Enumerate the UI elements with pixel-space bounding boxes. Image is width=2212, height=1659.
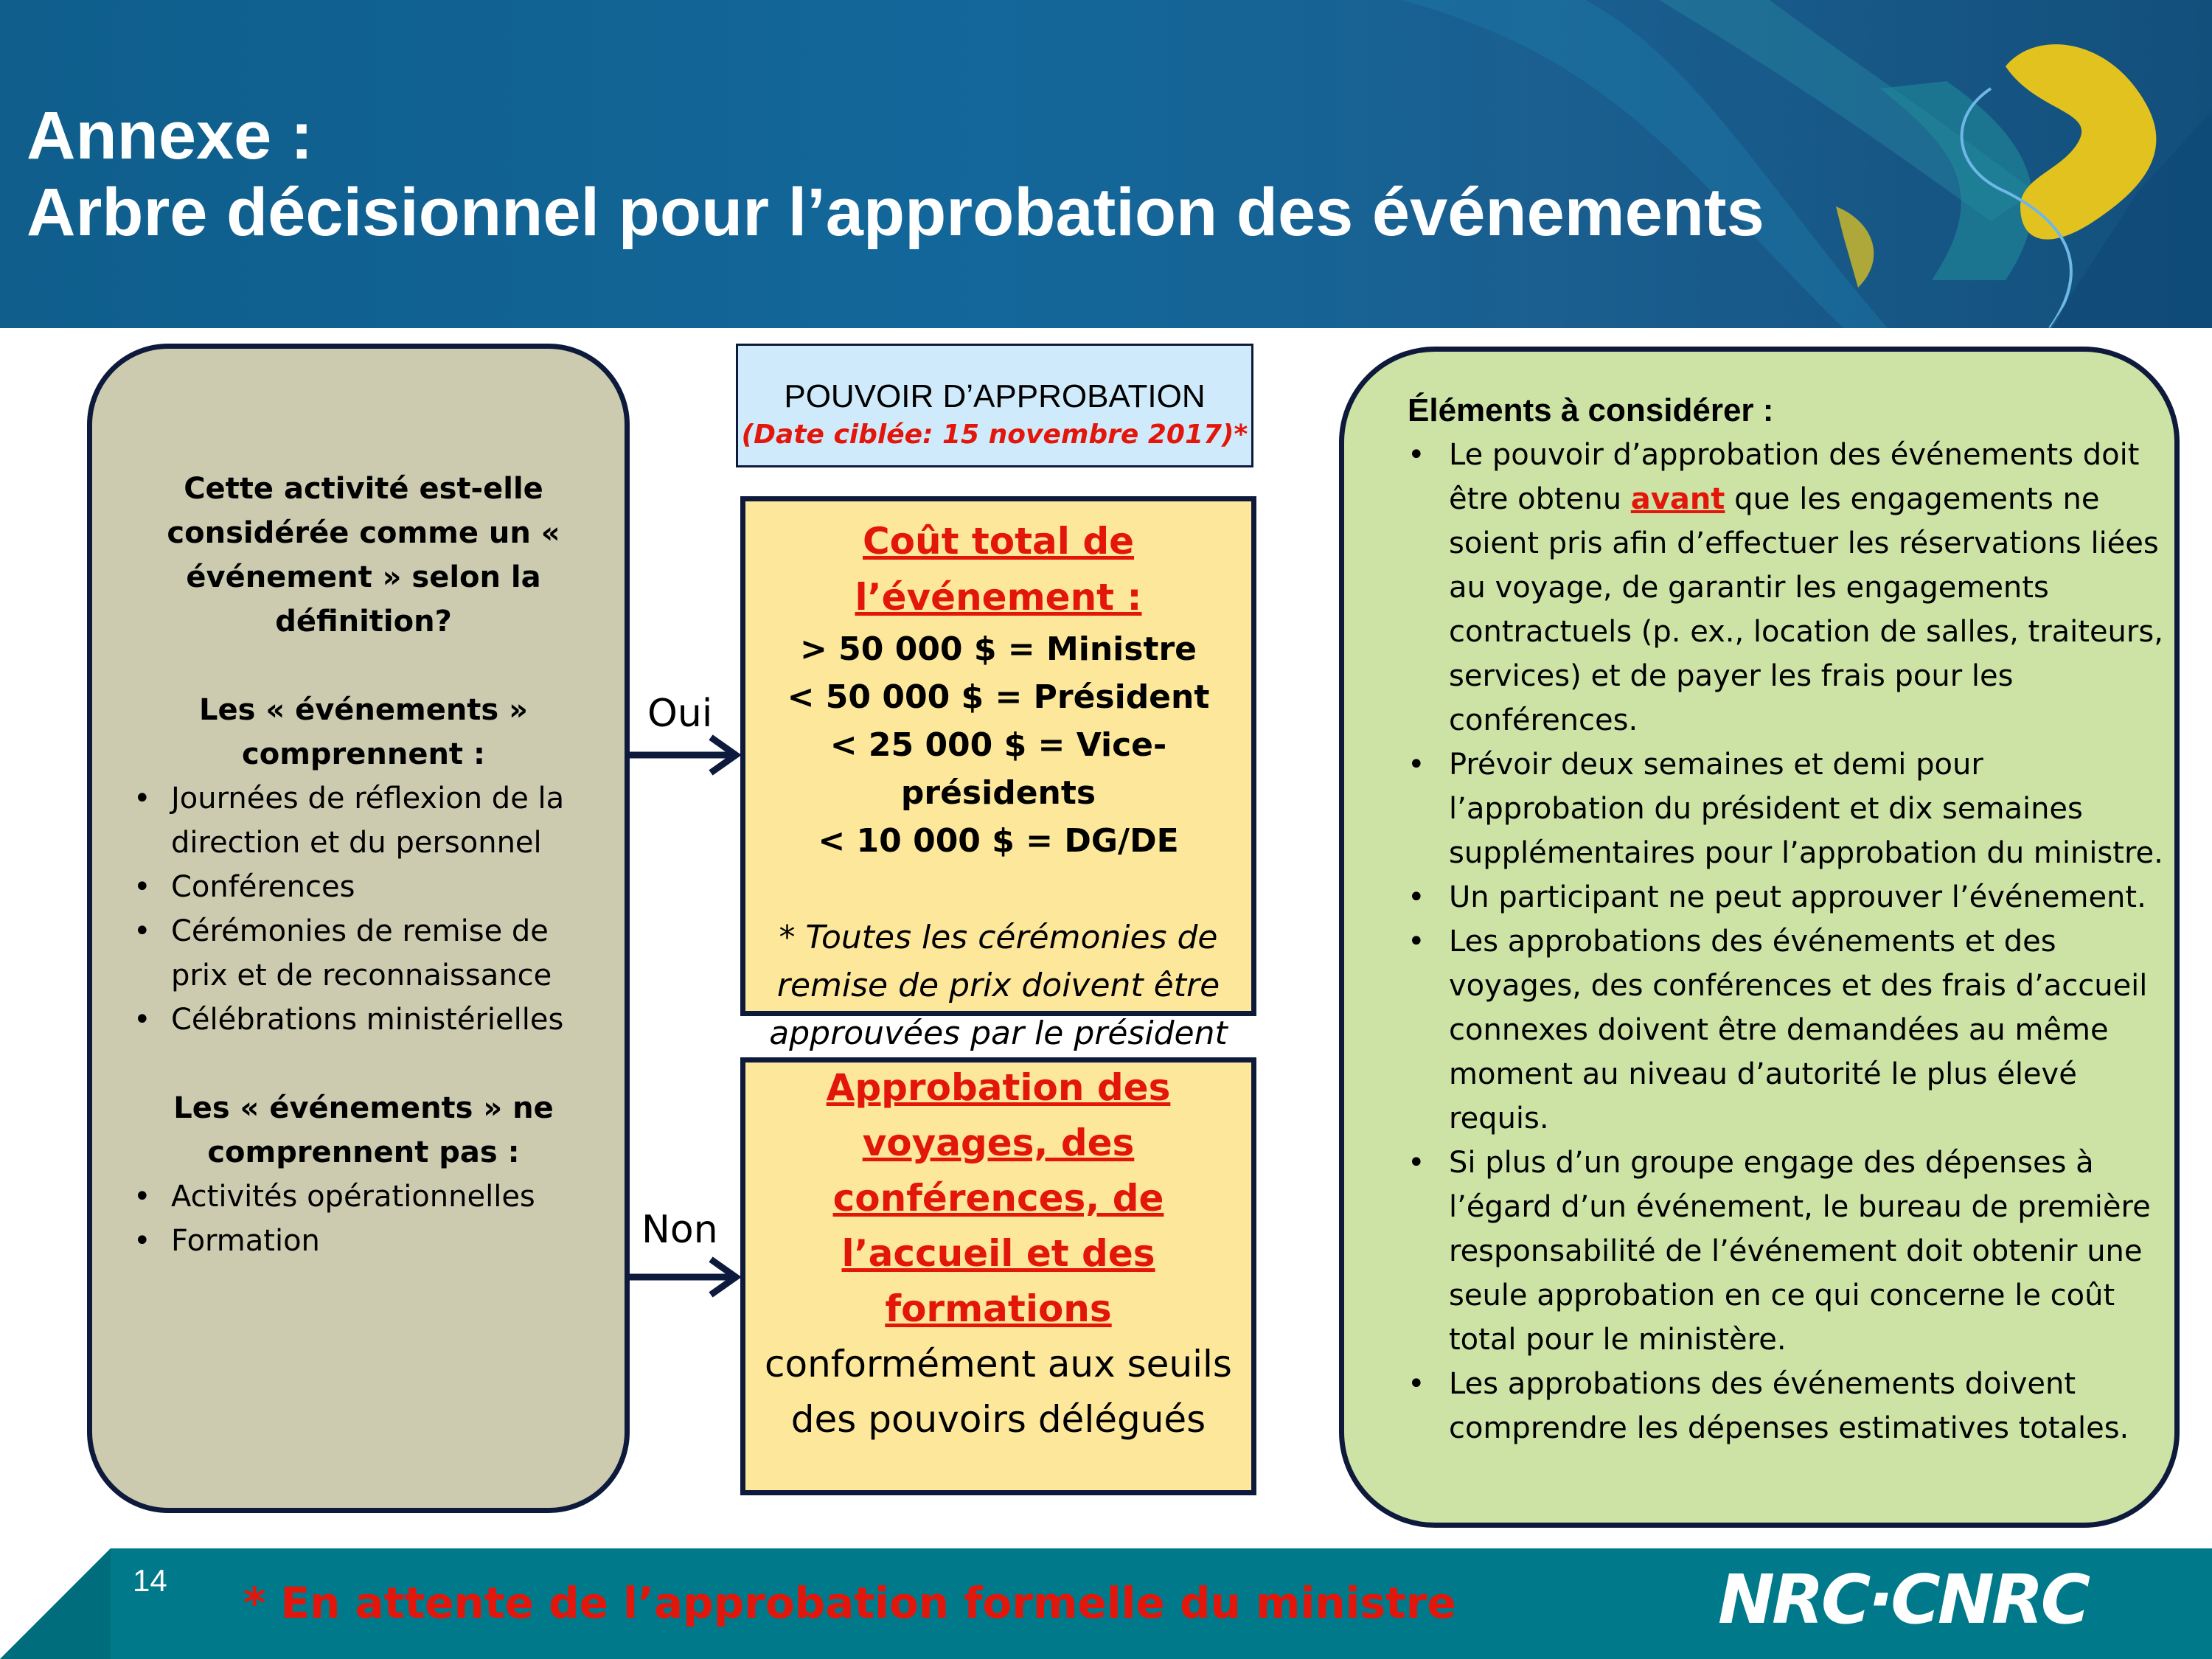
title-line-1: Annexe : — [27, 98, 313, 173]
list-item: • Prévoir deux semaines et demi pour l’approbation du président et dix semaines supplémentaires pour l’approbation du ministre. — [1408, 742, 2174, 875]
list-item: • Les approbations des événements doivent comprendre les dépenses estimatives totales. — [1408, 1362, 2174, 1450]
no-label: Non — [641, 1208, 718, 1252]
event-question: Cette activité est-elle considérée comme un « événement » selon la définition? — [167, 472, 560, 639]
excludes-heading: Les « événements » ne comprennent pas : — [173, 1091, 554, 1169]
threshold-line: < 10 000 $ = DG/DE — [818, 822, 1179, 860]
threshold-line: < 25 000 $ = Vice-présidents — [830, 726, 1167, 812]
item-text: que les engagements ne soient pris afin d’effectuer les réservations liées au voyage, de garantir les engagements contractuels (p. ex., location de salles, traiteurs, services) et de payer les frais pour les conférences. — [1449, 482, 2163, 737]
page-number: 14 — [133, 1563, 167, 1598]
item-text: Le pouvoir d’approbation des événements doit être obtenu — [1449, 438, 2140, 516]
event-definition-box — [87, 344, 630, 1513]
total-cost-box — [740, 496, 1256, 1052]
threshold-line: > 50 000 $ = Ministre — [799, 630, 1197, 668]
list-item: • Si plus d’un groupe engage des dépenses à l’égard d’un événement, le bureau de première responsabilité de l’événement doit obtenir une seule approbation en ce qui concerne le coût total pour le ministère. — [1408, 1141, 2174, 1362]
list-item: • Cérémonies de remise de prix et de reconnaissance — [128, 909, 599, 998]
threshold-line: < 50 000 $ = Président — [787, 678, 1210, 716]
includes-heading: Les « événements » comprennent : — [198, 693, 529, 771]
includes-list — [128, 776, 599, 1042]
list-item: • Journées de réflexion de la direction et du personnel — [128, 776, 599, 865]
approval-authority-box — [736, 344, 1253, 467]
list-item — [1408, 433, 2174, 742]
footnote: * En attente de l’approbation formelle du ministre — [243, 1578, 1456, 1628]
header-banner — [0, 0, 2212, 328]
nrc-cnrc-logo: NRC·CNRC — [1718, 1560, 2088, 1639]
list-item: • Célébrations ministérielles — [128, 998, 599, 1042]
yes-label: Oui — [647, 692, 713, 736]
cost-title: Coût total de l’événement : — [855, 520, 1142, 619]
travel-approval-text: conformément aux seuils des pouvoirs délégués — [765, 1343, 1232, 1441]
travel-approval-title: Approbation des voyages, des conférences, de l’accueil et des formations — [826, 1066, 1171, 1330]
considerations-list — [1408, 433, 2174, 1450]
authority-title: POUVOIR D’APPROBATION — [784, 378, 1206, 414]
page-title — [27, 97, 1764, 251]
title-line-2: Arbre décisionnel pour l’approbation des événements — [27, 175, 1764, 250]
travel-approval-box — [740, 1057, 1256, 1495]
yes-arrow-icon — [628, 733, 746, 777]
emphasis-before: avant — [1630, 482, 1725, 516]
authority-subtitle: (Date ciblée: 15 novembre 2017)* — [741, 420, 1248, 450]
list-item: • Un participant ne peut approuver l’événement. — [1408, 875, 2174, 919]
considerations-box — [1339, 347, 2180, 1528]
list-item: • Conférences — [128, 865, 599, 909]
list-item: • Activités opérationnelles — [128, 1175, 599, 1219]
list-item: • Les approbations des événements et des voyages, des conférences et des frais d’accueil connexes doivent être demandées au même moment au niveau d’autorité le plus élevé requis. — [1408, 919, 2174, 1141]
considerations-title: Éléments à considérer : — [1408, 392, 1774, 428]
excludes-list — [128, 1175, 599, 1263]
list-item: • Formation — [128, 1219, 599, 1263]
no-arrow-icon — [628, 1255, 746, 1299]
award-ceremony-note: * Toutes les cérémonies de remise de prix doivent être approuvées par le président — [769, 919, 1228, 1052]
